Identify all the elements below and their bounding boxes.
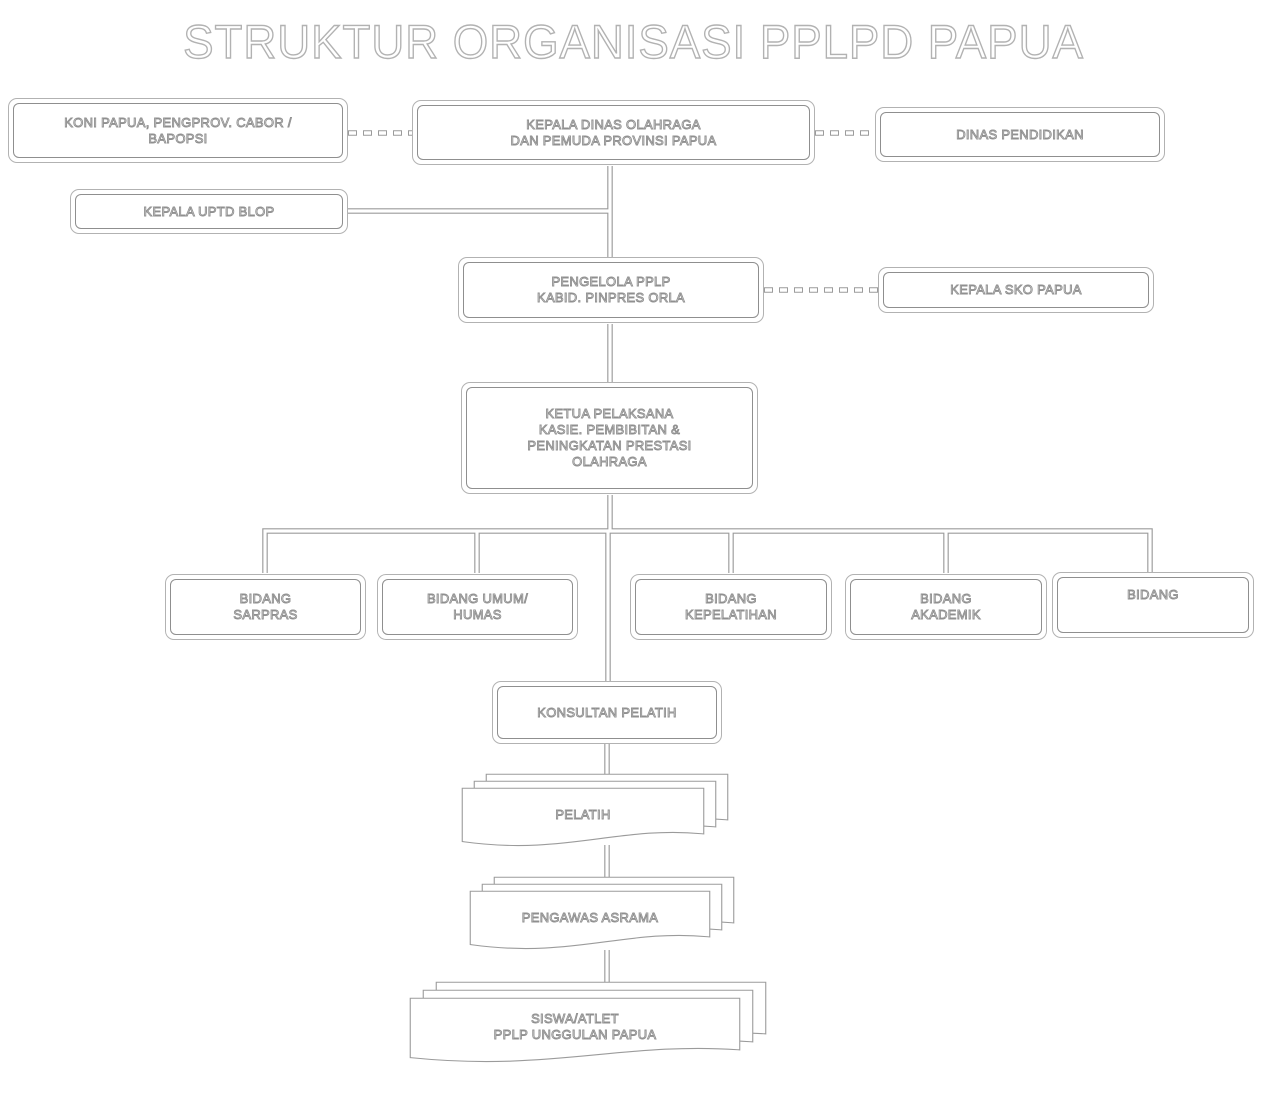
node-label: BIDANG UMUM/	[426, 591, 529, 606]
node-pengelola-pplp	[458, 257, 764, 323]
node-bidang-sarpras	[165, 574, 366, 640]
node-label: BIDANG	[1127, 587, 1179, 602]
node-koni-papua	[8, 98, 348, 163]
node-label: KEPELATIHAN	[685, 607, 777, 622]
node-label: PPLP UNGGULAN PAPUA	[493, 1027, 657, 1042]
node-pengawas-asrama	[472, 893, 708, 943]
node-pelatih	[464, 790, 702, 840]
node-kepala-uptd-blop	[70, 189, 348, 234]
node-bidang	[1052, 572, 1254, 638]
page-title: STRUKTUR ORGANISASI PPLPD PAPUA	[183, 15, 1084, 68]
node-label: BIDANG	[239, 591, 292, 606]
node-label: KONI PAPUA, PENGPROV. CABOR /	[64, 114, 292, 130]
node-label: KETUA PELAKSANA	[545, 406, 674, 421]
node-label: PENGELOLA PPLP	[551, 274, 671, 289]
node-label: SISWA/ATLET	[531, 1011, 619, 1026]
node-label: BIDANG	[705, 591, 757, 606]
node-bidang-kepelatihan	[630, 574, 832, 640]
node-konsultan-pelatih	[492, 681, 722, 744]
node-label: KONSULTAN PELATIH	[537, 704, 677, 720]
node-bidang-akademik	[845, 574, 1047, 640]
node-siswa-atlet	[412, 1000, 738, 1054]
node-label: DAN PEMUDA PROVINSI PAPUA	[510, 132, 717, 148]
node-label: KASIE. PEMBIBITAN &	[538, 422, 681, 437]
node-label: KEPALA SKO PAPUA	[950, 282, 1082, 297]
node-bidang-umum-humas	[377, 574, 578, 640]
node-label: SARPRAS	[233, 607, 298, 622]
node-label: BAPOPSI	[148, 130, 208, 146]
node-label: KEPALA DINAS OLAHRAGA	[526, 116, 701, 132]
node-label: KABID. PINPRES ORLA	[536, 290, 686, 305]
node-label: DINAS PENDIDIKAN	[956, 126, 1084, 142]
node-dinas-pendidikan	[875, 107, 1165, 162]
node-ketua-pelaksana	[461, 382, 758, 494]
node-label: HUMAS	[453, 607, 502, 622]
node-label: OLAHRAGA	[572, 454, 647, 469]
node-label: KEPALA UPTD BLOP	[143, 203, 275, 219]
node-label: BIDANG	[920, 591, 972, 606]
node-kepala-dinas	[412, 100, 815, 165]
node-label: PENGAWAS ASRAMA	[521, 910, 659, 925]
node-label: PENINGKATAN PRESTASI	[527, 438, 692, 453]
node-label: PELATIH	[555, 807, 611, 822]
node-label: AKADEMIK	[911, 607, 981, 622]
node-kepala-sko-papua	[878, 267, 1154, 313]
